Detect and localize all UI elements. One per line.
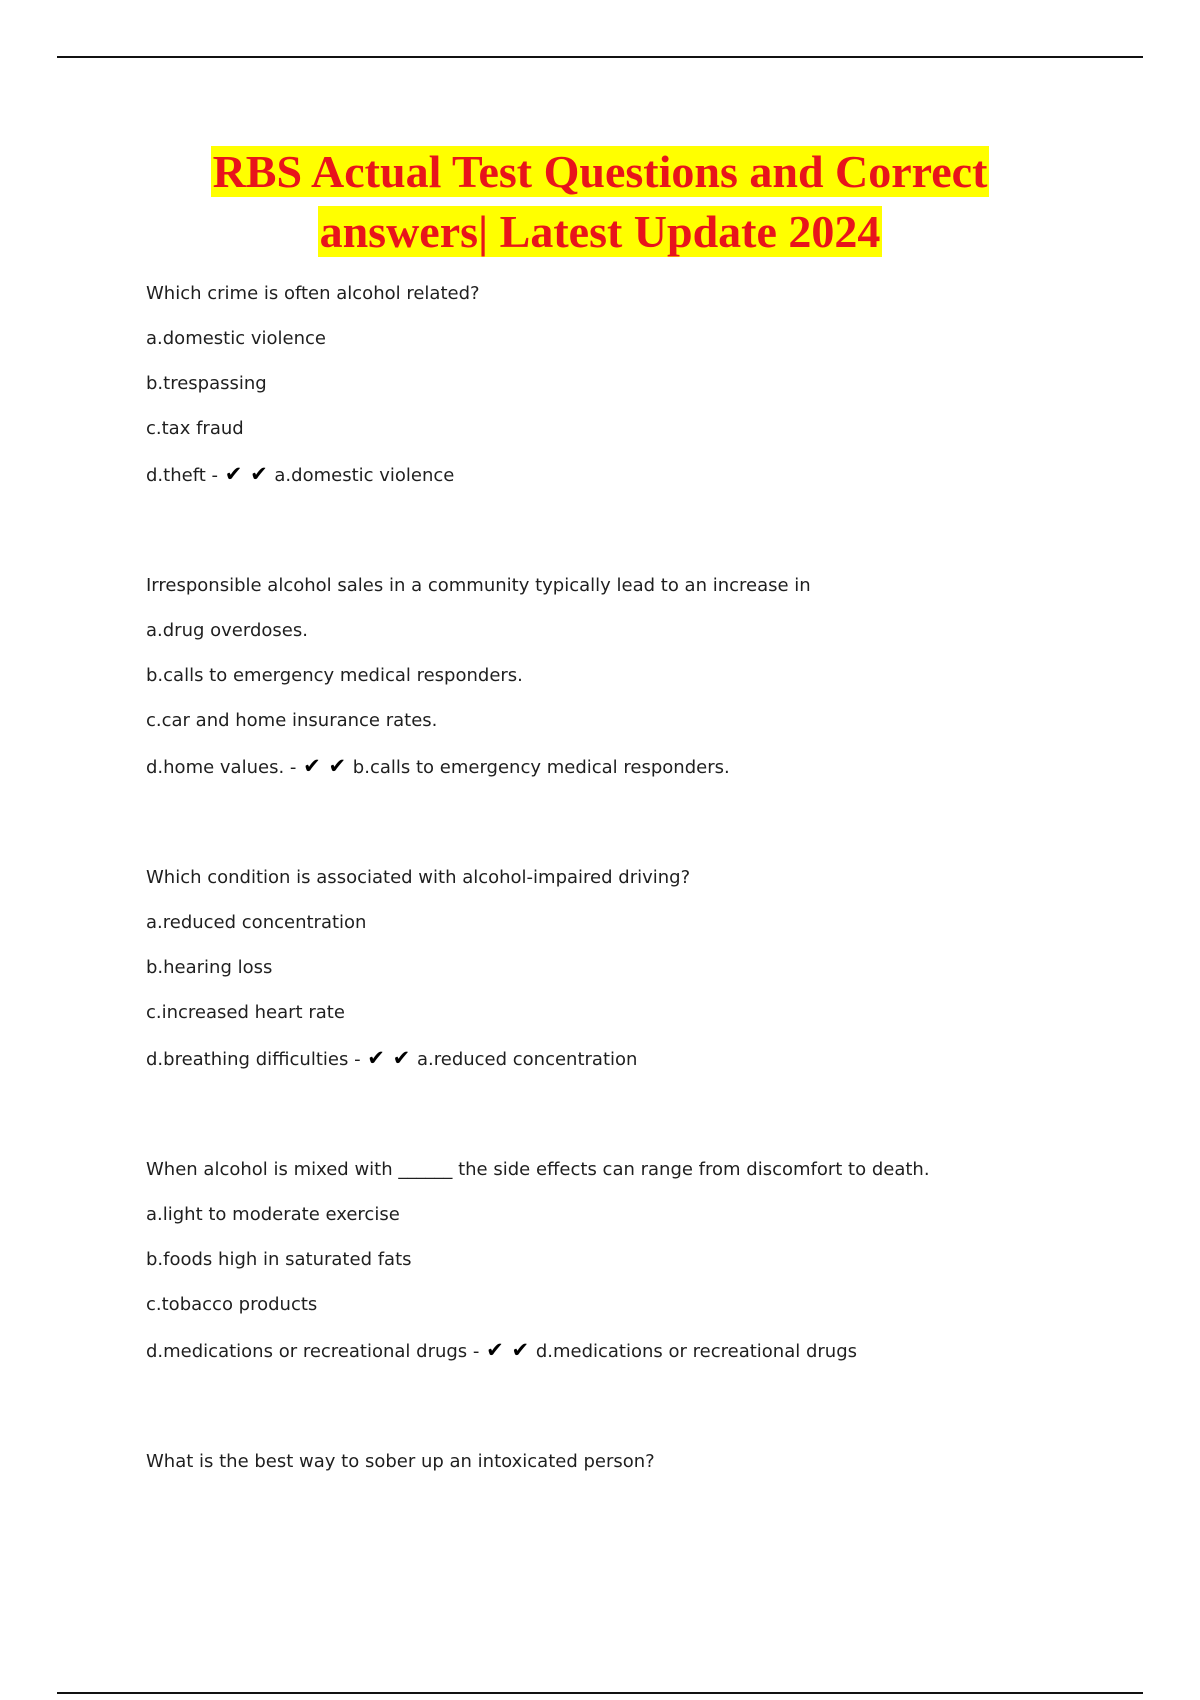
question-text: Irresponsible alcohol sales in a community typically lead to an increase in (146, 575, 811, 596)
option-b: b.foods high in saturated fats (146, 1249, 412, 1270)
checkmark-icon: ✔ (303, 754, 321, 778)
correct-answer: d.medications or recreational drugs (535, 1341, 857, 1362)
checkmark-icon: ✔ (511, 1338, 530, 1362)
question-block (146, 1451, 1106, 1473)
question-text: When alcohol is mixed with ______ the side effects can range from discomfort to death. (146, 1159, 930, 1180)
option-b: b.calls to emergency medical responders. (146, 665, 523, 686)
option-d: d.medications or recreational drugs - (146, 1341, 486, 1362)
title-line-2: answers| Latest Update 2024 (319, 206, 881, 257)
option-a: a.drug overdoses. (146, 620, 308, 641)
correct-answer: a.domestic violence (274, 465, 455, 486)
option-d-with-answer (146, 1047, 1106, 1069)
checkmark-icon: ✔ (486, 1338, 504, 1362)
option-c: c.tax fraud (146, 418, 244, 439)
document-title (100, 142, 1100, 262)
question-text: Which condition is associated with alcohol-impaired driving? (146, 867, 691, 888)
option-d: d.breathing difficulties - (146, 1049, 367, 1070)
title-line-1: RBS Actual Test Questions and Correct (212, 146, 988, 197)
correct-answer: a.reduced concentration (416, 1049, 638, 1070)
checkmark-icon: ✔ (250, 462, 268, 486)
checkmark-icon: ✔ (392, 1046, 411, 1070)
question-text: Which crime is often alcohol related? (146, 283, 480, 304)
question-block (146, 1159, 1106, 1361)
option-a: a.reduced concentration (146, 912, 367, 933)
option-c: c.increased heart rate (146, 1002, 345, 1023)
option-d-with-answer (146, 463, 1106, 485)
option-a: a.domestic violence (146, 328, 326, 349)
option-b: b.trespassing (146, 373, 267, 394)
top-rule (57, 56, 1143, 58)
question-text: What is the best way to sober up an intoxicated person? (146, 1451, 655, 1472)
option-d-with-answer (146, 755, 1106, 777)
option-c: c.car and home insurance rates. (146, 710, 438, 731)
option-d-with-answer (146, 1339, 1106, 1361)
question-block (146, 283, 1106, 485)
checkmark-icon: ✔ (367, 1046, 385, 1070)
correct-answer: b.calls to emergency medical responders. (352, 757, 730, 778)
option-b: b.hearing loss (146, 957, 273, 978)
option-a: a.light to moderate exercise (146, 1204, 400, 1225)
question-block (146, 575, 1106, 777)
bottom-rule (57, 1692, 1143, 1694)
option-c: c.tobacco products (146, 1294, 318, 1315)
option-d: d.home values. - (146, 757, 303, 778)
checkmark-icon: ✔ (224, 462, 243, 486)
question-block (146, 867, 1106, 1069)
option-d: d.theft - (146, 465, 224, 486)
question-list (146, 283, 1106, 1563)
checkmark-icon: ✔ (328, 754, 347, 778)
